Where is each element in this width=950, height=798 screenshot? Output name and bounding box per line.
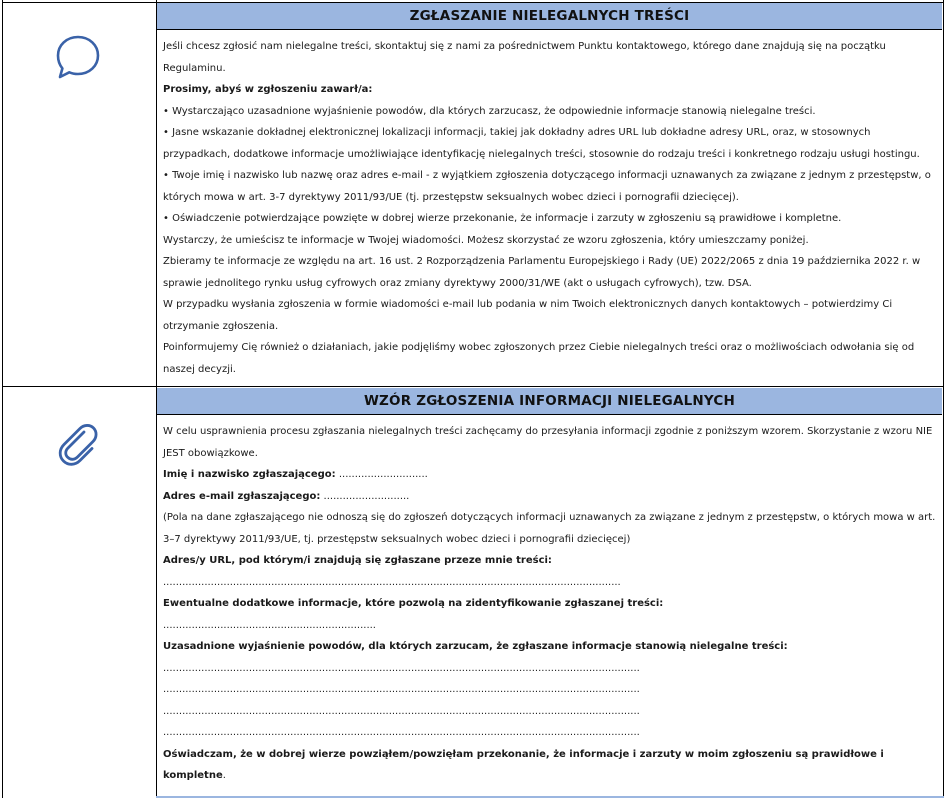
section1-icon-cell (0, 34, 156, 80)
name-dots: ............................ (335, 469, 428, 480)
row-divider (2, 386, 944, 387)
section2-title: WZÓR ZGŁOSZENIA INFORMACJI NIELEGALNYCH (157, 388, 942, 415)
template-intro: W celu usprawnienia procesu zgłaszania nielegalnych treści zachęcamy do przesyłania informacji zgodnie z poniższym wzorem. Skorzystanie z wzoru NIE JEST obowiązkowe. (163, 426, 933, 459)
name-field (163, 464, 938, 486)
confirmation-text: W przypadku wysłania zgłoszenia w formie wiadomości e-mail lub podania w nim Twoich elektronicznych danych kontaktowych – potwierdzimy Ci otrzymanie zgłoszenia. (163, 299, 893, 332)
table-right-border (943, 0, 944, 798)
intro-text: Jeśli chcesz zgłosić nam nielegalne treści, skontaktuj się z nami za pośrednictwem Punktu kontaktowego, którego dane znajdują się na początku Regulaminu. (163, 41, 886, 74)
legal-basis-text: Zbieramy te informacje ze względu na art. 16 ust. 2 Rozporządzenia Parlamentu Europejskiego i Rady (UE) 2022/2065 z dnia 19 października 2022 r. w sprawie jednolitego rynku usług cyfrowych oraz zmiany dyrektywy 2000/31/WE (akt o usługach cyfrowych), tzw. DSA. (163, 256, 921, 289)
extra-dots: ................................................................... (163, 619, 376, 631)
reasons-label: Uzasadnione wyjaśnienie powodów, dla których zarzucam, że zgłaszane informacje stanowią nielegalne treści: (163, 641, 788, 652)
declaration-period: . (222, 770, 226, 781)
paperclip-icon (54, 420, 102, 468)
reasons-dots: ...................................................................................................................................................... (163, 705, 640, 717)
section1-title: ZGŁASZANIE NIELEGALNYCH TREŚCI (157, 3, 942, 30)
list-item: • Twoje imię i nazwisko lub nazwę oraz adres e-mail - z wyjątkiem zgłoszenia dotyczącego informacji uznawanych za związane z jednym z przestępstw, o których mowa w art. 3-7 dyrektywy 2011/93/UE (tj. przestępstw seksualnych wobec dzieci i pornografii dziecięcej). (163, 170, 931, 203)
url-dots: ................................................................................................................................................ (163, 576, 621, 588)
declaration-text: Oświadczam, że w dobrej wierze powziąłem/powzięłam przekonanie, że informacje i zarzuty w moim zgłoszeniu są prawidłowe i kompletne (163, 748, 884, 781)
request-heading: Prosimy, abyś w zgłoszeniu zawarł/a: (163, 84, 373, 95)
reasons-dots: ...................................................................................................................................................... (163, 662, 640, 674)
list-item: • Jasne wskazanie dokładnej elektronicznej lokalizacji informacji, takiej jak dokładny adres URL lub dokładne adresy URL, oraz, w stosownych przypadkach, dodatkowe informacje umożliwiające identyfikację nielegalnych treści, stosownie do rodzaju treści i konkretnego rodzaju usługi hostingu. (163, 127, 920, 160)
section2-icon-cell (0, 420, 156, 468)
section1-content (163, 36, 938, 380)
note-text: (Pola na dane zgłaszającego nie odnoszą się do zgłoszeń dotyczących informacji uznawanych za związane z jednym z przestępstw, o których mowa w art. 3–7 dyrektywy 2011/93/UE, tj. przestępstw seksualnych wobec dzieci i pornografii dziecięcej) (163, 512, 936, 545)
extra-label: Ewentualne dodatkowe informacje, które pozwolą na zidentyfikowanie zgłaszanej treści: (163, 598, 664, 609)
url-label: Adres/y URL, pod którym/i znajdują się zgłaszane przeze mnie treści: (163, 555, 552, 566)
email-label: Adres e-mail zgłaszającego: (163, 490, 321, 502)
enough-text: Wystarczy, że umieścisz te informacje w Twojej wiadomości. Możesz skorzystać ze wzoru zgłoszenia, który umieszczamy poniżej. (163, 234, 809, 246)
declaration (163, 744, 938, 787)
reasons-dots: ...................................................................................................................................................... (163, 727, 640, 738)
list-item: • Wystarczająco uzasadnione wyjaśnienie powodów, dla których zarzucasz, że odpowiednie informacje stanowią nielegalne treści. (163, 105, 816, 117)
list-item: • Oświadczenie potwierdzające powzięte w dobrej wierze przekonanie, że informacje i zarzuty w zgłoszeniu są prawidłowe i kompletne. (163, 213, 842, 224)
section2-content (163, 421, 938, 787)
inform-text: Poinformujemy Cię również o działaniach, jakie podjęliśmy wobec zgłoszonych przez Ciebie nielegalnych treści oraz o możliwościach odwołania się od naszej decyzji. (163, 342, 915, 375)
reasons-dots: ...................................................................................................................................................... (163, 684, 640, 695)
table-left-border (2, 0, 3, 798)
email-field (163, 486, 938, 508)
name-label: Imię i nazwisko zgłaszającego: (163, 469, 336, 480)
speech-bubble-icon (55, 34, 101, 80)
email-dots: ........................... (320, 490, 410, 502)
